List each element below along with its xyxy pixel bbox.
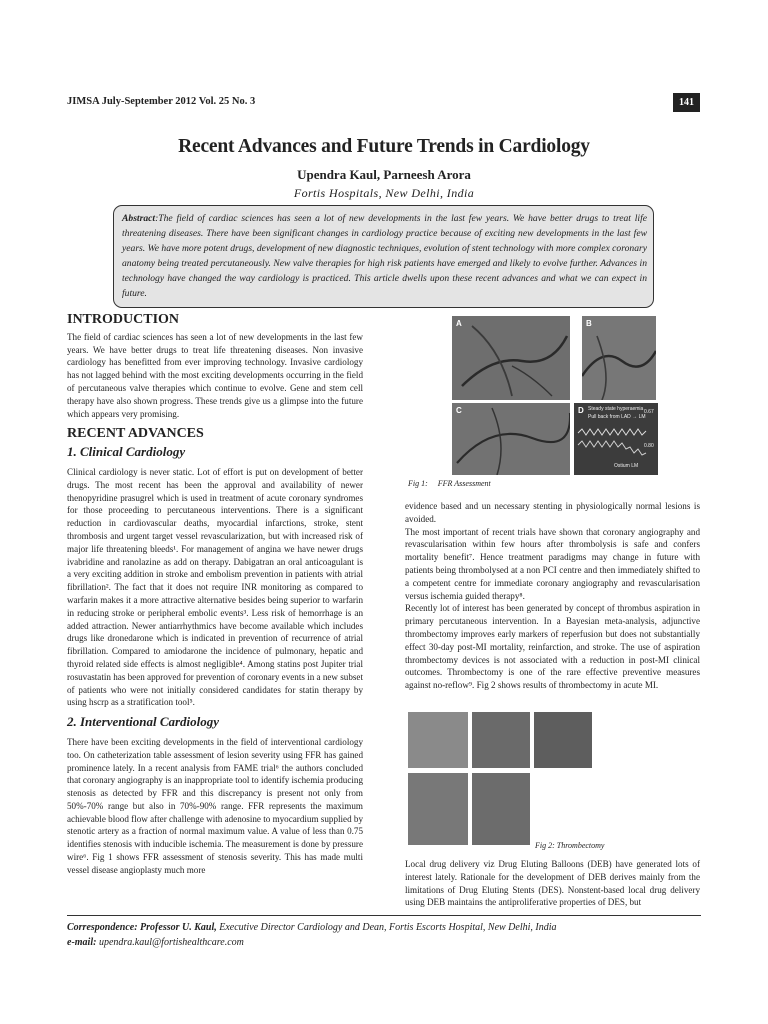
figure1-panel-b (582, 316, 656, 400)
angiogram-image-b (582, 316, 656, 400)
figure1-caption-text: FFR Assessment (437, 479, 491, 488)
figure2-panel-2 (472, 712, 530, 768)
correspondence-label: Correspondence: Professor U. Kaul, (67, 922, 217, 933)
panel-d-value-2: 0.80 (644, 443, 654, 449)
figure2-panel-4 (408, 773, 468, 845)
recent-advances-heading: RECENT ADVANCES (67, 426, 204, 442)
panel-d-pullback-text: Pull back from LAD → LM (588, 414, 646, 420)
clinical-cardiology-heading: 1. Clinical Cardiology (67, 444, 186, 460)
abstract-label: Abstract (122, 213, 156, 224)
angiogram-image-c (452, 403, 570, 475)
angiogram-image-a (452, 316, 570, 400)
right-text-2: The most important of recent trials have shown that coronary angiography and revascularisation within few hours after thrombolysis is safe and confers mortality benefit⁷. Hence treatment paradigms may change in future with patients being thrombolysed at a non PCI centre and then immediately shifted to a competent centre for immediate coronary angiography and revascularisation versus ischemia guided therapy⁸. (405, 526, 700, 601)
figure1-label-b: B (586, 319, 592, 328)
figure1-caption (408, 479, 491, 488)
figure1-panel-a (452, 316, 570, 400)
figure2-panel-5 (472, 773, 530, 845)
article-authors: Upendra Kaul, Parneesh Arora (297, 167, 471, 182)
right-text-3: Recently lot of interest has been generated by concept of thrombus aspiration in primary percutaneous intervention. In a Bayesian meta-analysis, adjunctive thrombectomy improves early markers of reperfusion but does not substantially effect 30-day post-MI mortality, reinfarction, and stroke. The use of aspiration thrombectomy devices is not associated with a reduction in post-MI clinical outcomes. Thrombectomy is one of the rare effective preventive measures against no-reflow⁹. Fig 2 shows results of thrombectomy in acute MI. (405, 603, 700, 691)
journal-header: JIMSA July-September 2012 Vol. 25 No. 3 (67, 96, 256, 107)
introduction-heading: INTRODUCTION (67, 312, 180, 327)
abstract-box (113, 205, 654, 308)
figure1-label-c: C (456, 406, 462, 415)
right-column-top (405, 500, 700, 692)
article-title: Recent Advances and Future Trends in Cardiology (178, 136, 590, 157)
interventional-cardiology-text: There have been exciting developments in the field of interventional cardiology too. On catheterization table assessment of lesion severity using FFR has gained prominence lately. In a recent analysis from FAME trial⁶ the authors concluded that coronary angiography is an inappropriate tool to identify ischemia producing stenosis as detected by FFR and this discrepancy is present not only from 50%-70% range but also in 70%-90% range. FFR represents the maximum achievable blood flow after challenge with adenosine to myocardium supplied by stenotic artery as a fraction of normal maximum value. A value of less than 0.75 identifies stenosis with inducible ischemia. The measurement is done by pressure wire⁶. Fig 1 shows FFR assessment of stenosis severity. This has made multi vessel disease angioplasty much more (67, 736, 363, 875)
abstract-text: :The field of cardiac sciences has seen a lot of new developments in the last few years. We have better drugs to treat life threatening diseases. There have been significant changes in cardiology practice because of exciting new developments in the last few years. We have more potent drugs, development of new diagnostic techniques, evolution of stent technology with more complex coronary anatomy being treated percutaneously. New valve therapies for high risk patients have emerged and likely to evolve further. Advances in technology have changed the way cardiology is practiced. This article dwells upon these recent advances and what we can expect in future. (122, 213, 647, 299)
panel-d-ostium-text: Ostium LM (614, 463, 639, 469)
figure2-panel-3 (534, 712, 592, 768)
figure2-caption-text: Thrombectomy (556, 841, 605, 850)
email-address: upendra.kaul@fortishealthcare.com (96, 937, 244, 948)
right-text-4: Local drug delivery viz Drug Eluting Balloons (DEB) have generated lots of interest lately. Rationale for the development of DEB derives mainly from the limitations of Drug Eluting Stents (DES). Nonstent-based local drug delivery using DEB maintains the antiproliferative properties of DES, but (405, 859, 700, 908)
left-column (67, 314, 363, 877)
article-affiliation: Fortis Hospitals, New Delhi, India (293, 186, 475, 200)
correspondence-footer (67, 920, 557, 950)
figure1-label-a: A (456, 319, 462, 328)
figure2-caption (535, 841, 604, 850)
introduction-text: The field of cardiac sciences has seen a lot of new developments in the last few years. We have better drugs to treat life threatening diseases. Non invasive cardiology has benefitted from ever improving technology. Invasive cardiology has not lagged behind with the most exciting developments occurring in the field of percutaneous valve therapies which continue to evolve. Gene and stem cell therapy have also shown progress. These trends give us a glimpse into the future which appears very promising. (67, 331, 363, 419)
interventional-cardiology-heading: 2. Interventional Cardiology (67, 714, 220, 730)
right-column-bottom (405, 858, 700, 909)
panel-d-value-1: 0.67 (644, 409, 654, 415)
figure1-label-d: D (578, 406, 584, 415)
clinical-cardiology-text: Clinical cardiology is never static. Lot of effort is put on development of better drugs. The most recent has been the approval and availability of newer thenopyridine prasugrel which is used in treatment of acute coronary syndromes for those proceeding to percutaneous interventions. There is a significant reduction in cardiovascular deaths, myocardial infarctions, stroke, stent thrombosis and urgent target vessel revascularization, but with increased risk of major life threatening bleeds¹. For management of angina we have newer drugs ivabridine and ranolazine as add on therapy. Dabigatran an oral anticoagulant is a very exciting addition in stroke and embolism prevention in patients with atrial fibrillation². The fact that it does not require INR monitoring as compared to warfarin makes it a more attractive alternative besides being superior to warfarin in reducing stroke or peripheral embolic events³. Less risk of hemorrhage is an added attraction. Newer antiarrhythmics have become available which includes drugs like dronedarone which is indicated in prevention of recurrence of atrial fibrillation. Compared to amiodarone the incidence of pulmonary, hepatic and thyroid related side effects is almost negligible⁴. Among statins post Jupiter trial rosuvastatin has been approved for prevention of coronary events in a new subset of patients who were not initially considered candidates for statin therapy by using hscrp as a stratification tool⁵. (67, 466, 363, 708)
figure1-caption-label: Fig 1: (408, 479, 428, 488)
figure1-panel-c (452, 403, 570, 475)
panel-d-hyperaemia-text: Steady state hyperaemia (588, 406, 644, 412)
figure2-caption-label: Fig 2: (535, 841, 555, 850)
right-text-1: evidence based and un necessary stenting in physiologically normal lesions is avoided. (405, 501, 700, 524)
figure2-panel-1 (408, 712, 468, 768)
correspondence-text: Executive Director Cardiology and Dean, Fortis Escorts Hospital, New Delhi, India (216, 922, 557, 933)
figure1-panel-d (574, 403, 658, 475)
email-label: e-mail: (67, 937, 97, 948)
page-number-badge: 141 (673, 93, 700, 112)
footer-divider (67, 915, 701, 916)
